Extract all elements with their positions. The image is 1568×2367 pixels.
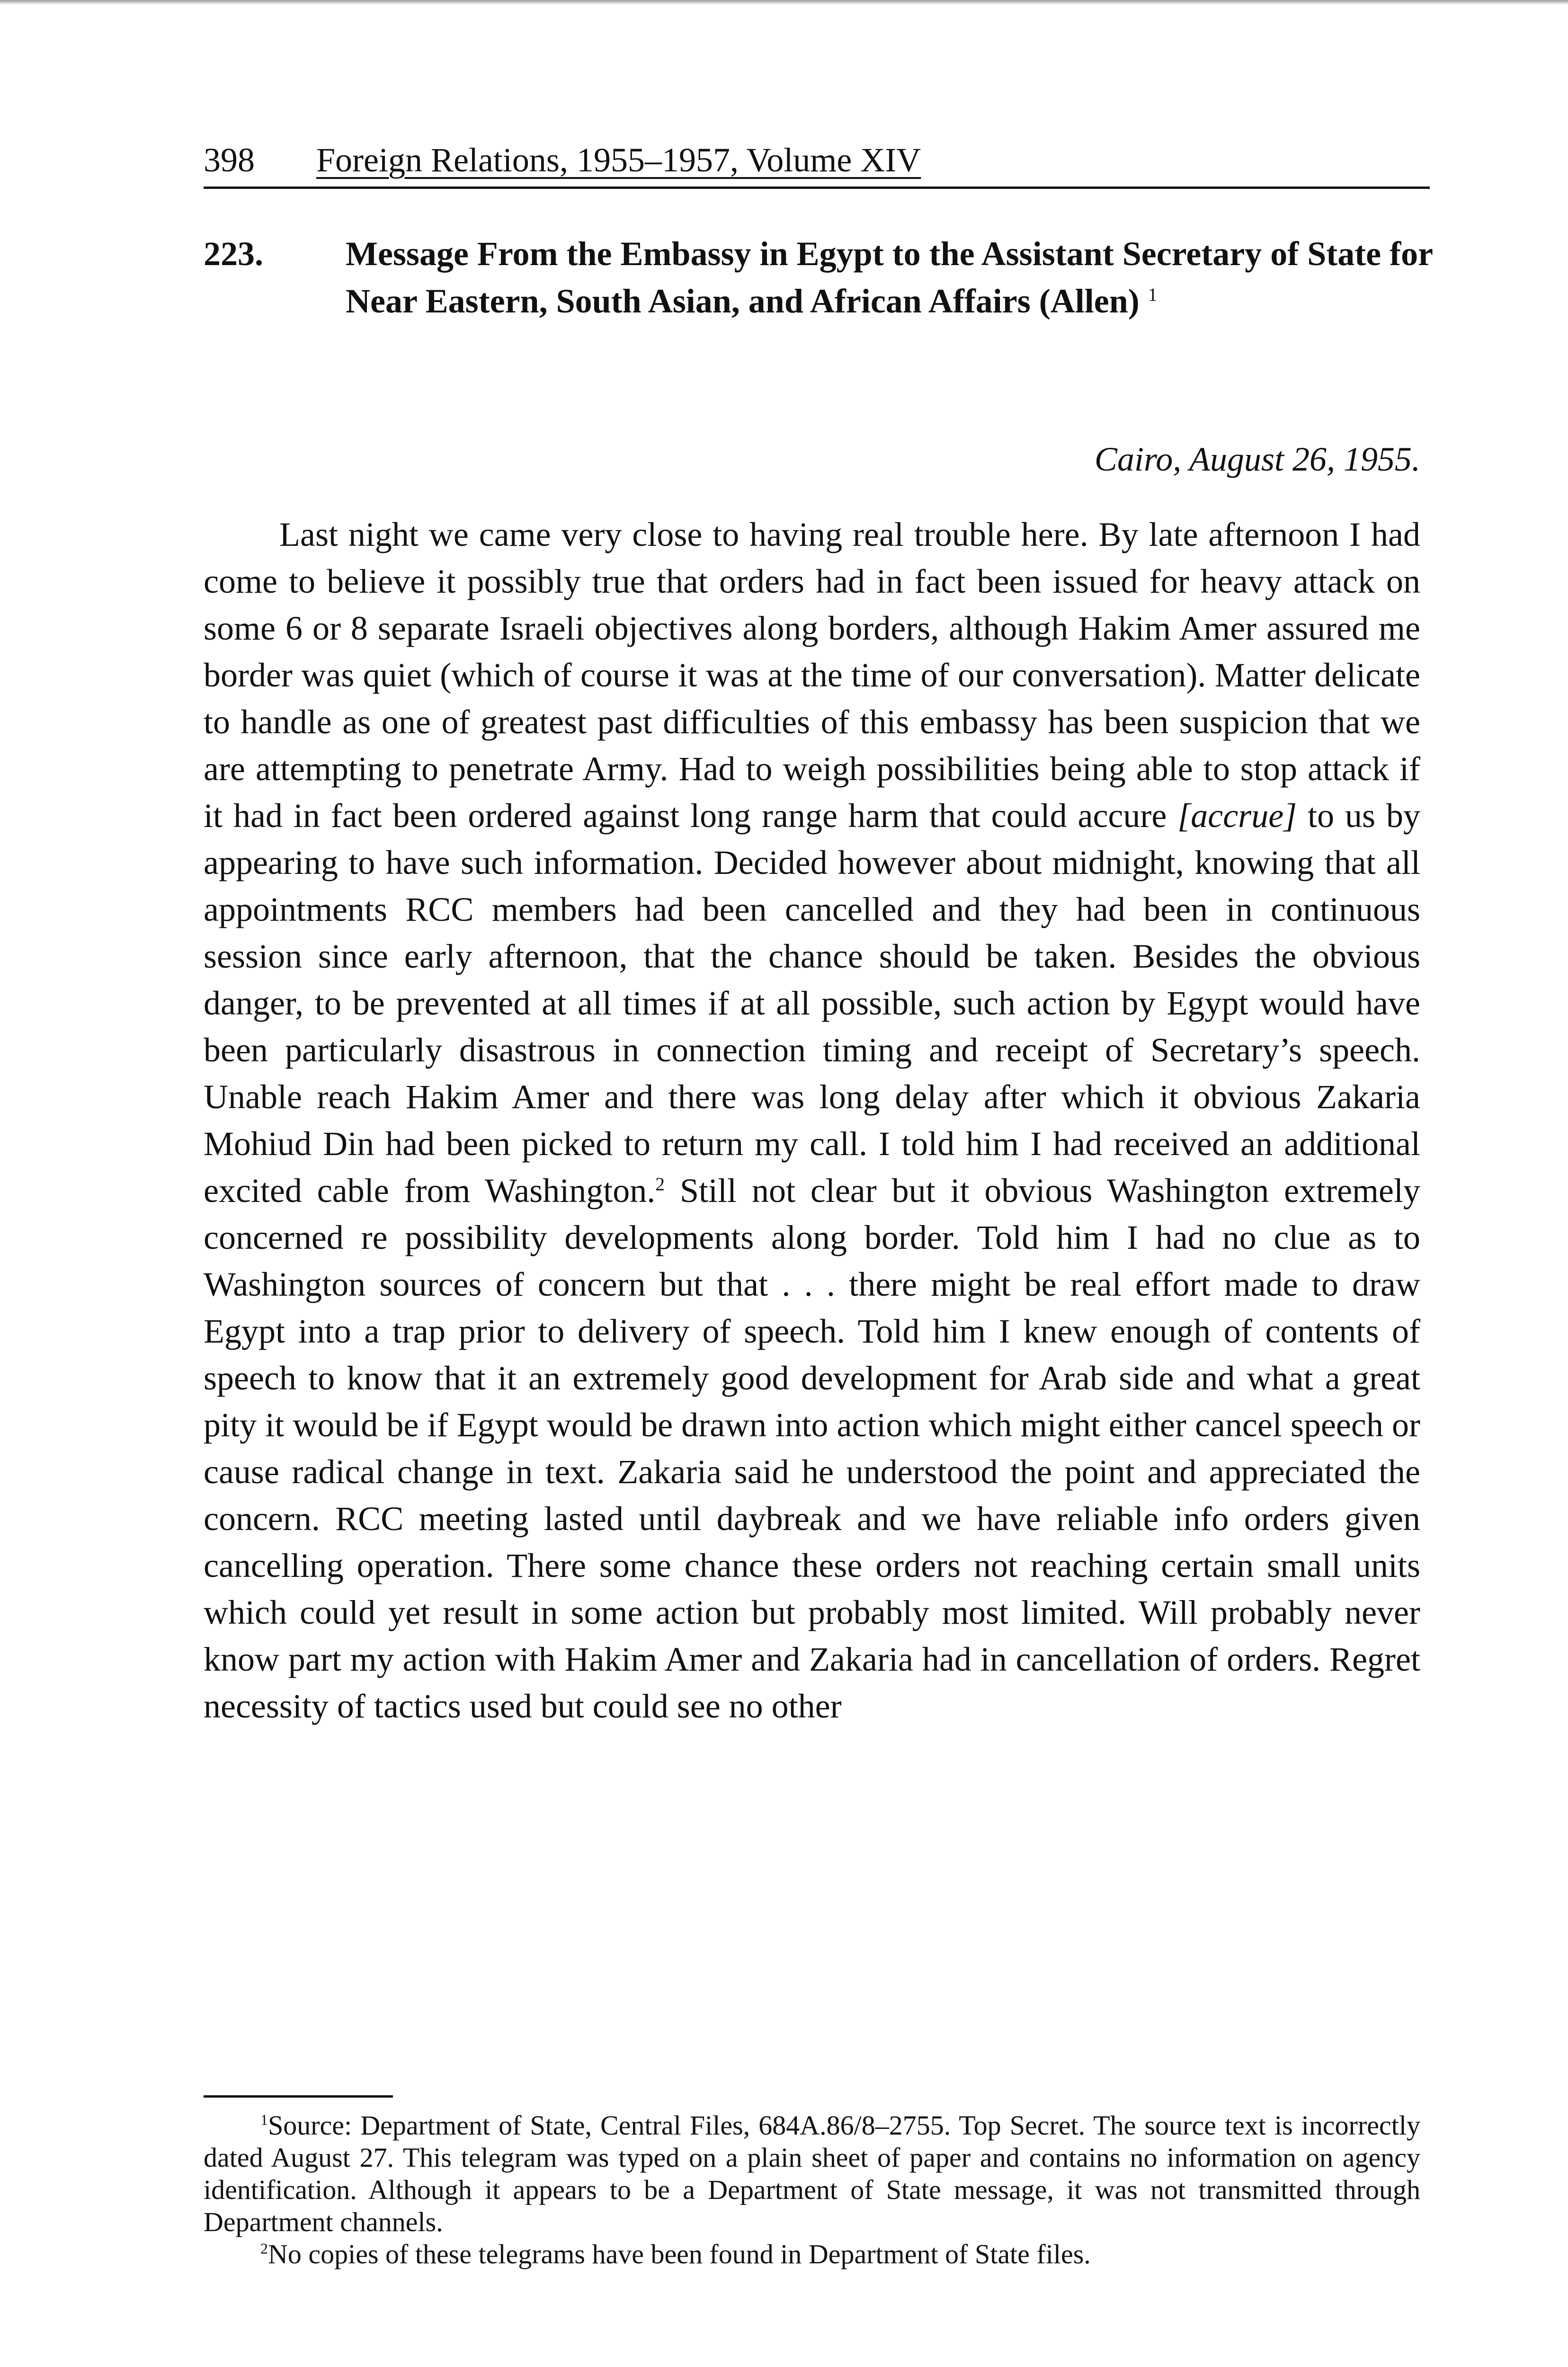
dateline: Cairo, August 26, 1955. — [1094, 440, 1420, 478]
page-number: 398 — [204, 141, 255, 179]
document-title-text: Message From the Embassy in Egypt to the Assistant Secretary of State for Near Eastern, South Asian, and African Affairs (Allen) — [346, 235, 1433, 320]
body-text-part-3: Still not clear but it obvious Washington extremely concerned re possibility developments along border. Told him I had no clue as to Washington sources of concern but that . . . there might be real effort made to draw Egypt into a trap prior to delivery of speech. Told him I knew enough of contents of speech to know that it an extremely good development for Arab side and what a great pity it would be if Egypt would be drawn into action which might either cancel speech or cause radical change in text. Zakaria said he understood the point and appreciated the concern. RCC meeting lasted until daybreak and we have reliable info orders given cancelling operation. There some chance these orders not reaching certain small units which could yet result in some action but probably most limited. Will probably never know part my action with Hakim Amer and Zakaria had in cancellation of orders. Regret necessity of tactics used but could see no other — [204, 1172, 1420, 1725]
footnotes — [204, 2109, 1420, 2270]
body-paragraph — [204, 511, 1420, 1730]
footnote-marker: 2 — [260, 2240, 268, 2257]
footnote-ref-2: 2 — [655, 1174, 665, 1194]
body-text-part-2: to us by appearing to have such information. Decided however about midnight, knowing that all appointments RCC members had been cancelled and they had been in continuous session since early afternoon, that the chance should be taken. Besides the obvious danger, to be prevented at all times if at all possible, such action by Egypt would have been particularly disastrous in connection timing and receipt of Secretary’s speech. Unable reach Hakim Amer and there was long delay after which it obvious Zakaria Mohiud Din had been picked to return my call. I told him I had received an additional excited cable from Washington. — [204, 797, 1420, 1210]
series-title: Foreign Relations, 1955–1957, Volume XIV — [316, 141, 921, 179]
bracket-correction: [accrue] — [1177, 797, 1297, 835]
footnote-divider — [204, 2095, 393, 2098]
footnote-2 — [204, 2238, 1420, 2270]
running-header — [204, 136, 1430, 189]
footnote-ref-1: 1 — [1148, 284, 1158, 305]
footnote-text: Source: Department of State, Central Files, 684A.86/8–2755. Top Secret. The source text is incorrectly dated August 27. This telegram was typed on a plain sheet of paper and contains no information on agency identification. Although it appears to be a Department of State message, it was not transmitted through Department channels. — [204, 2110, 1420, 2237]
footnote-text: No copies of these telegrams have been found in Department of State files. — [267, 2239, 1091, 2269]
footnote-marker: 1 — [260, 2111, 268, 2128]
document-title — [346, 230, 1434, 325]
body-text-part-1: Last night we came very close to having real trouble here. By late afternoon I had come to believe it possibly true that orders had in fact been issued for heavy attack on some 6 or 8 separate Israeli objectives along borders, although Hakim Amer assured me border was quiet (which of course it was at the time of our conversation). Matter delicate to handle as one of greatest past difficulties of this embassy has been suspicion that we are attempting to penetrate Army. Had to weigh possibilities being able to stop attack if it had in fact been ordered against long range harm that could accure — [204, 516, 1420, 835]
page-edge — [0, 0, 1568, 5]
document-number: 223. — [204, 235, 263, 273]
footnote-1 — [204, 2109, 1420, 2238]
